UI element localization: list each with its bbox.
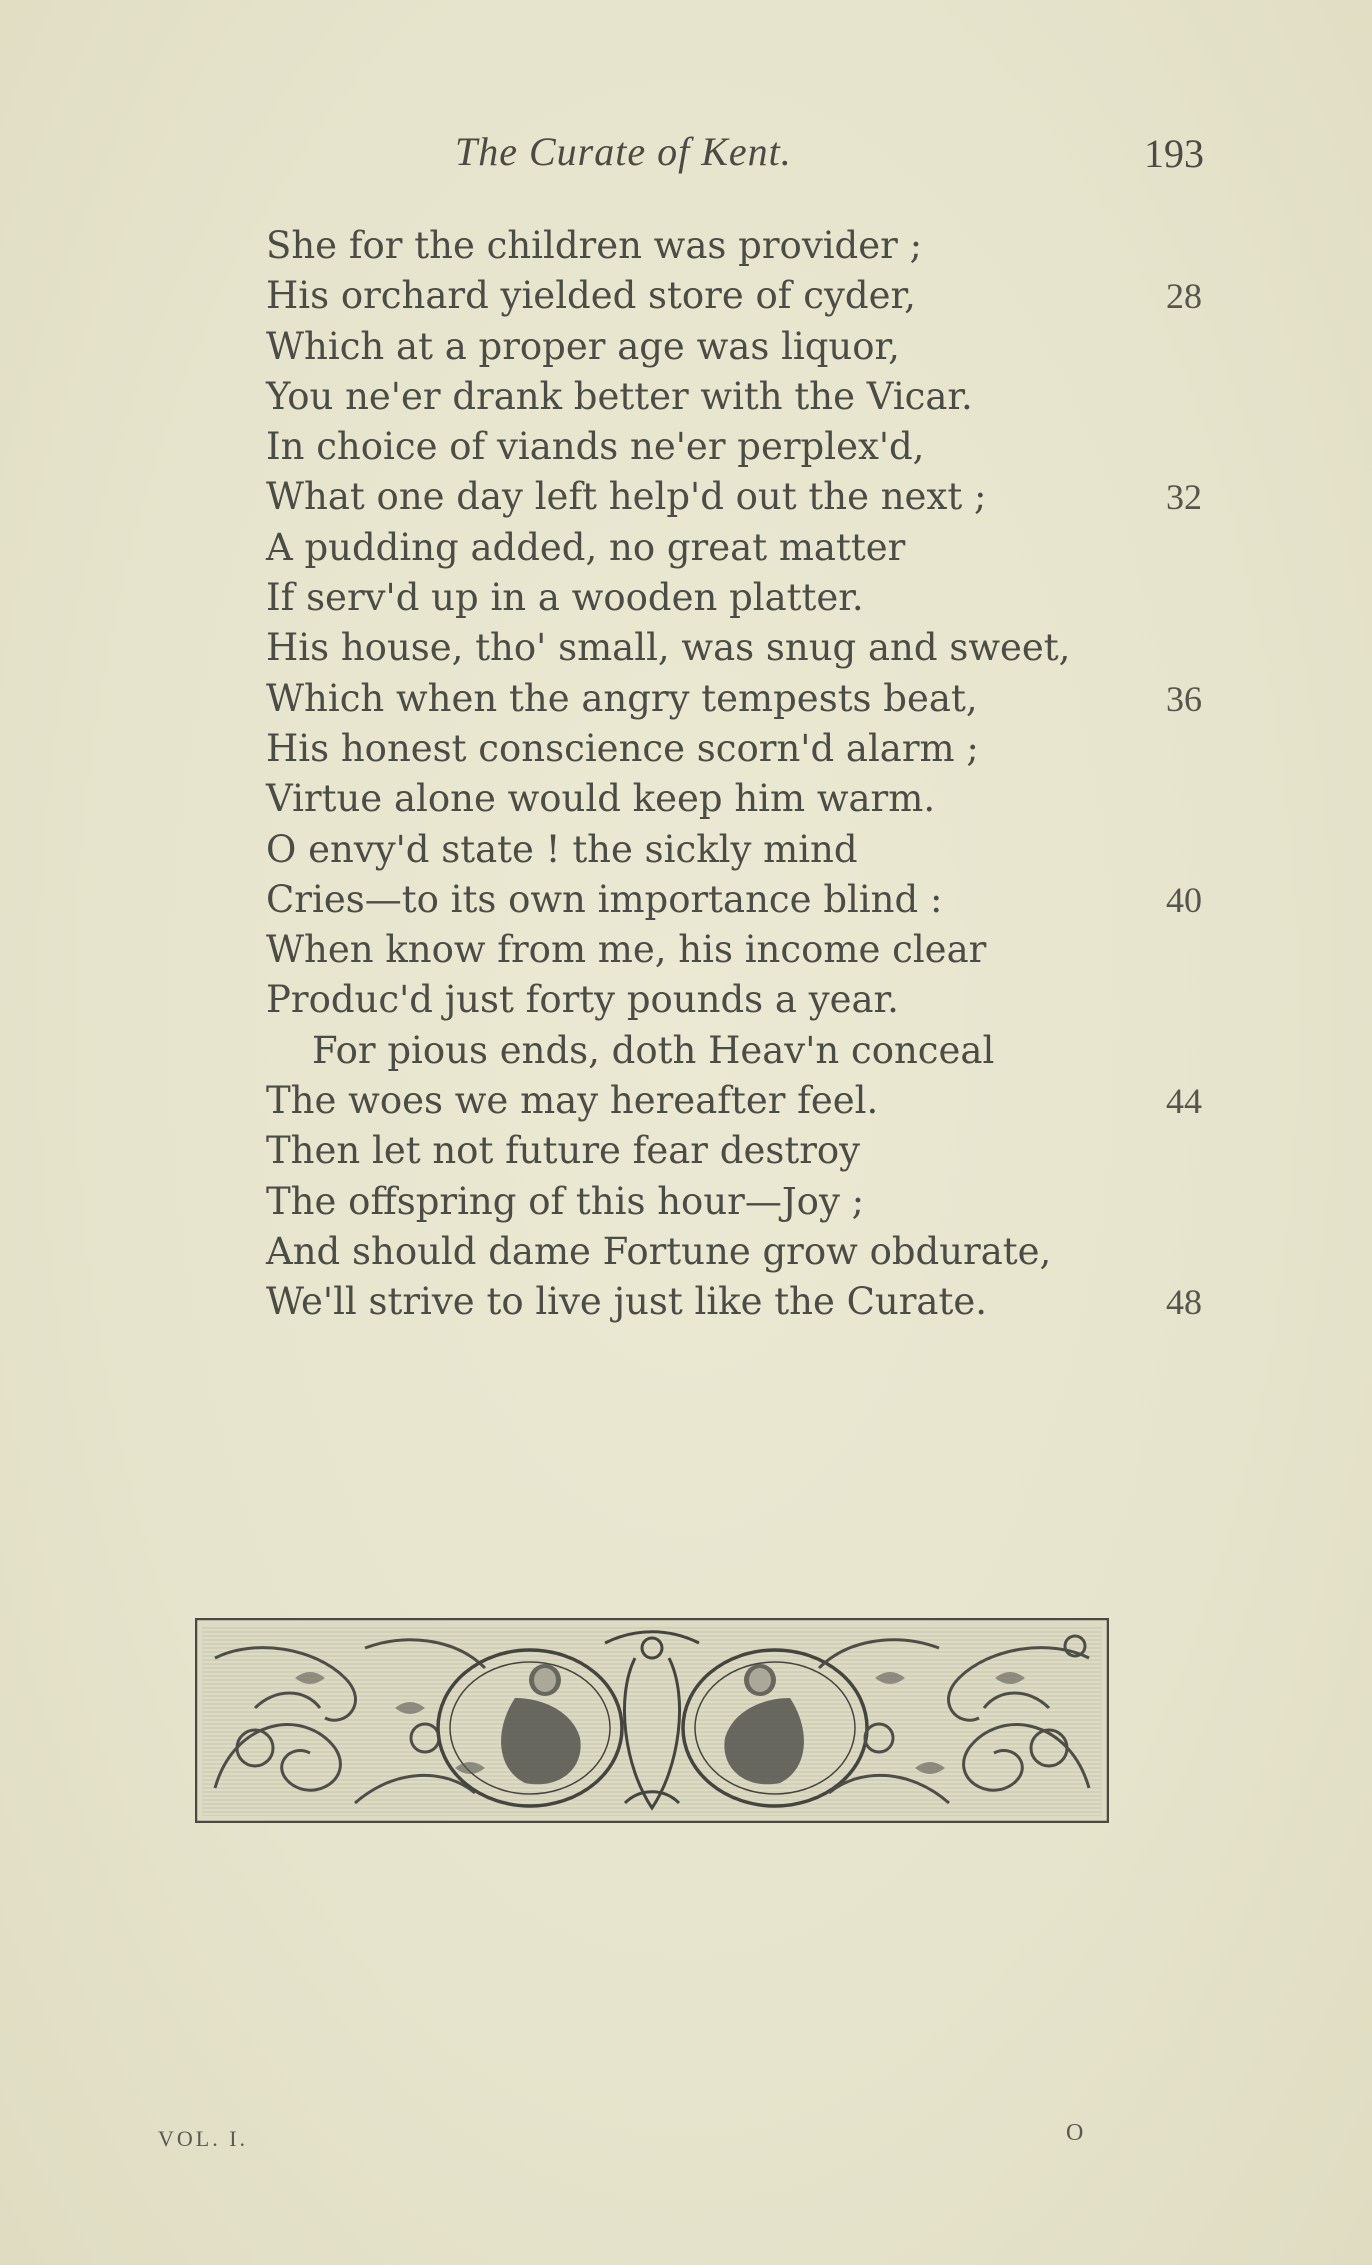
poem-line bbox=[266, 322, 1266, 372]
poem-line-text: His honest conscience scorn'd alarm ; bbox=[266, 726, 979, 770]
line-number: 36 bbox=[1166, 678, 1202, 719]
poem-line-text: The woes we may hereafter feel. bbox=[266, 1079, 879, 1123]
poem-line-text: The offspring of this hour—Joy ; bbox=[266, 1179, 865, 1223]
signature-mark: O bbox=[1066, 2120, 1084, 2146]
poem-line-text: You ne'er drank better with the Vicar. bbox=[266, 374, 973, 418]
poem-line bbox=[266, 674, 1266, 724]
line-number: 40 bbox=[1166, 879, 1202, 920]
poem-line-text: In choice of viands ne'er perplex'd, bbox=[266, 425, 925, 469]
poem-line bbox=[266, 372, 1266, 422]
line-number: 28 bbox=[1166, 276, 1202, 317]
poem-line bbox=[266, 623, 1266, 673]
poem-line-text: If serv'd up in a wooden platter. bbox=[266, 576, 864, 620]
poem-line-text: She for the children was provider ; bbox=[266, 224, 923, 267]
decorative-tailpiece-icon bbox=[195, 1618, 1109, 1823]
poem-line bbox=[266, 271, 1266, 321]
poem-line-text: Virtue alone would keep him warm. bbox=[266, 777, 936, 821]
line-number: 44 bbox=[1166, 1081, 1202, 1122]
running-title: The Curate of Kent. bbox=[455, 129, 792, 174]
poem-line-text: We'll strive to live just like the Curate. bbox=[266, 1280, 988, 1324]
poem-line bbox=[266, 1026, 1266, 1076]
poem-line-text: What one day left help'd out the next ; bbox=[266, 475, 987, 519]
poem-line bbox=[266, 724, 1266, 774]
poem-line-text: Which at a proper age was liquor, bbox=[266, 324, 900, 368]
line-number: 48 bbox=[1166, 1282, 1202, 1323]
poem-line bbox=[266, 422, 1266, 472]
poem-line bbox=[266, 925, 1266, 975]
poem-line bbox=[266, 1126, 1266, 1176]
poem-line-text: His orchard yielded store of cyder, bbox=[266, 274, 916, 318]
poem-line bbox=[266, 825, 1266, 875]
poem-line-text: When know from me, his income clear bbox=[266, 928, 987, 972]
poem-line-text: Produc'd just forty pounds a year. bbox=[266, 978, 899, 1022]
poem-line-text: Which when the angry tempests beat, bbox=[266, 676, 978, 720]
poem-line bbox=[266, 523, 1266, 573]
poem-line bbox=[266, 573, 1266, 623]
poem-line bbox=[266, 1177, 1266, 1227]
poem-line-text: His house, tho' small, was snug and sweet, bbox=[266, 626, 1071, 670]
poem-line-text: A pudding added, no great matter bbox=[266, 525, 906, 569]
line-number: 32 bbox=[1166, 477, 1202, 518]
poem-line-text: O envy'd state ! the sickly mind bbox=[266, 827, 858, 871]
poem-line-text: Cries—to its own importance blind : bbox=[266, 877, 943, 921]
page-number: 193 bbox=[1144, 131, 1204, 176]
poem-line bbox=[266, 472, 1266, 522]
poem-line bbox=[266, 1277, 1266, 1327]
poem-line bbox=[266, 1076, 1266, 1126]
poem-body bbox=[266, 221, 1266, 1328]
poem-line bbox=[266, 221, 1266, 271]
poem-line bbox=[266, 774, 1266, 824]
poem-line-text: For pious ends, doth Heav'n conceal bbox=[312, 1028, 995, 1072]
poem-line bbox=[266, 875, 1266, 925]
running-head bbox=[0, 128, 1372, 178]
poem-line bbox=[266, 975, 1266, 1025]
poem-line-text: Then let not future fear destroy bbox=[266, 1129, 861, 1173]
poem-line-text: And should dame Fortune grow obdurate, bbox=[266, 1229, 1052, 1273]
volume-label: VOL. I. bbox=[158, 2126, 249, 2151]
poem-line bbox=[266, 1227, 1266, 1277]
